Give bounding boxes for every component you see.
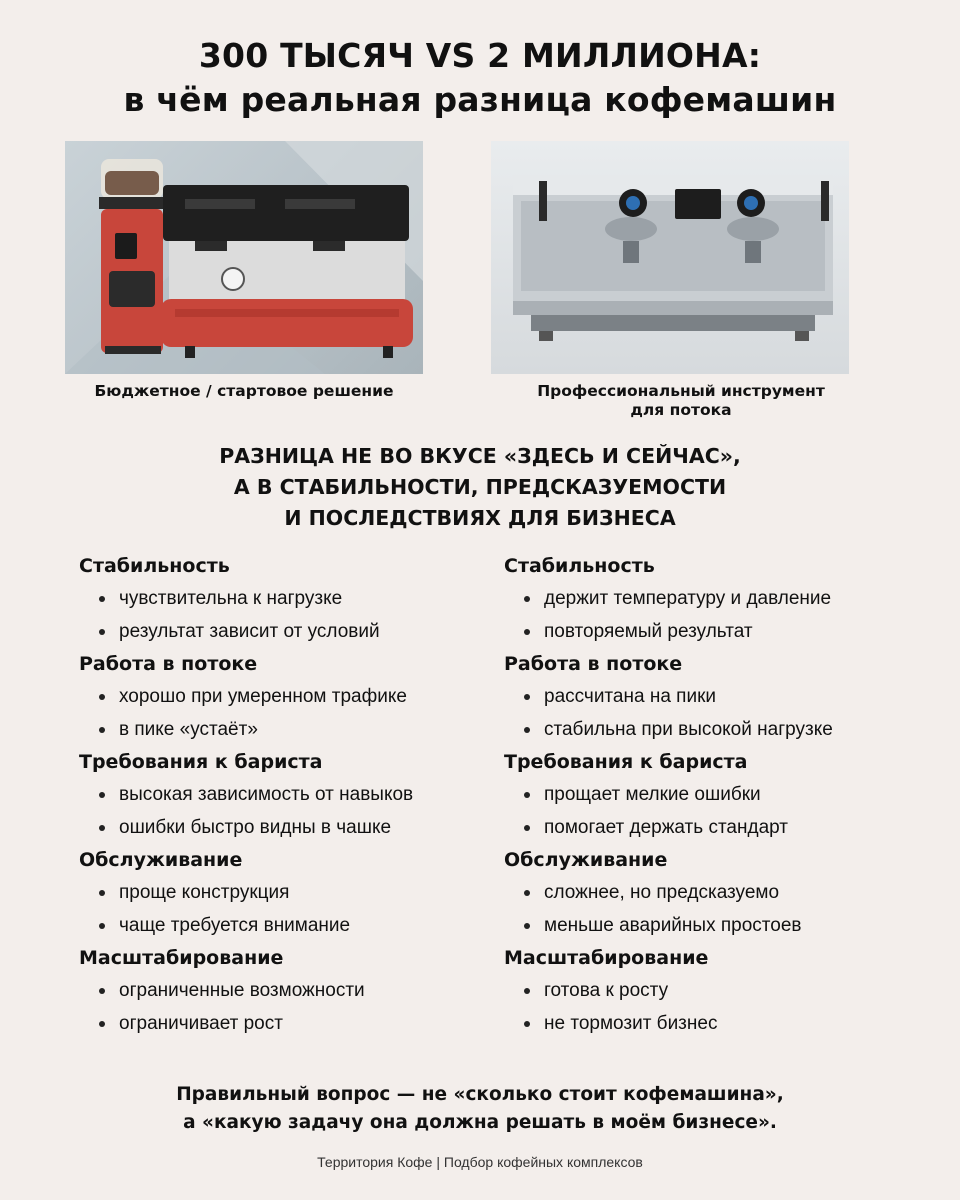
bullet-dot bbox=[524, 792, 530, 798]
conclusion-line-2: а «какую задачу она должна решать в моём бизнесе». bbox=[183, 1112, 777, 1133]
section-title: Требования к бариста bbox=[79, 751, 323, 773]
professional-caption-line-2: для потока bbox=[630, 401, 732, 419]
bullet-dot bbox=[524, 727, 530, 733]
bullet-dot bbox=[524, 596, 530, 602]
list-item: сложнее, но предсказуемо bbox=[504, 877, 924, 910]
section-title: Масштабирование bbox=[504, 947, 709, 969]
professional-caption-line-1: Профессиональный инструмент bbox=[537, 382, 825, 400]
section-title: Работа в потоке bbox=[79, 653, 258, 675]
list-item: в пике «устаёт» bbox=[79, 714, 479, 747]
section-title: Масштабирование bbox=[79, 947, 284, 969]
key-message-line-2: А В СТАБИЛЬНОСТИ, ПРЕДСКАЗУЕМОСТИ bbox=[233, 475, 727, 499]
list-item: повторяемый результат bbox=[504, 616, 924, 649]
professional-espresso-machine-illustration bbox=[491, 141, 849, 374]
bullet-dot bbox=[99, 825, 105, 831]
bullet-dot bbox=[99, 890, 105, 896]
bullet-dot bbox=[99, 596, 105, 602]
bullet-dot bbox=[524, 629, 530, 635]
title-line-1: 300 ТЫСЯЧ VS 2 МИЛЛИОНА: bbox=[198, 36, 762, 75]
list-item: помогает держать стандарт bbox=[504, 812, 924, 845]
key-message bbox=[0, 441, 960, 534]
list-item: рассчитана на пики bbox=[504, 681, 924, 714]
professional-caption bbox=[466, 382, 896, 420]
bullet-dot bbox=[524, 1021, 530, 1027]
bullet-dot bbox=[99, 923, 105, 929]
bullet-dot bbox=[99, 694, 105, 700]
list-item: проще конструкция bbox=[79, 877, 479, 910]
list-item: высокая зависимость от навыков bbox=[79, 779, 479, 812]
bullet-dot bbox=[99, 629, 105, 635]
bullet-dot bbox=[99, 988, 105, 994]
budget-espresso-machine-illustration bbox=[65, 141, 423, 374]
conclusion bbox=[0, 1081, 960, 1137]
list-item: прощает мелкие ошибки bbox=[504, 779, 924, 812]
list-item: ограничивает рост bbox=[79, 1008, 479, 1041]
budget-machine-photo bbox=[65, 141, 423, 374]
list-item: чувствительна к нагрузке bbox=[79, 583, 479, 616]
list-item: чаще требуется внимание bbox=[79, 910, 479, 943]
footer-credit: Территория Кофе | Подбор кофейных комплексов bbox=[317, 1154, 643, 1170]
list-item: ограниченные возможности bbox=[79, 975, 479, 1008]
list-item: меньше аварийных простоев bbox=[504, 910, 924, 943]
professional-machine-photo bbox=[491, 141, 849, 374]
professional-comparison-column bbox=[504, 550, 924, 1040]
section-title: Стабильность bbox=[79, 555, 230, 577]
section-title: Обслуживание bbox=[79, 849, 243, 871]
bullet-dot bbox=[524, 694, 530, 700]
list-item: результат зависит от условий bbox=[79, 616, 479, 649]
section-title: Обслуживание bbox=[504, 849, 668, 871]
bullet-dot bbox=[524, 988, 530, 994]
bullet-dot bbox=[524, 923, 530, 929]
title-line-2: в чём реальная разница кофемашин bbox=[123, 80, 837, 119]
bullet-dot bbox=[524, 890, 530, 896]
bullet-dot bbox=[99, 1021, 105, 1027]
list-item: стабильна при высокой нагрузке bbox=[504, 714, 924, 747]
section-title: Работа в потоке bbox=[504, 653, 683, 675]
bullet-dot bbox=[99, 792, 105, 798]
bullet-dot bbox=[524, 825, 530, 831]
list-item: держит температуру и давление bbox=[504, 583, 924, 616]
key-message-line-1: РАЗНИЦА НЕ ВО ВКУСЕ «ЗДЕСЬ И СЕЙЧАС», bbox=[219, 444, 741, 468]
bullet-dot bbox=[99, 727, 105, 733]
page-title bbox=[0, 34, 960, 122]
section-title: Требования к бариста bbox=[504, 751, 748, 773]
key-message-line-3: И ПОСЛЕДСТВИЯХ ДЛЯ БИЗНЕСА bbox=[284, 506, 676, 530]
budget-comparison-column bbox=[79, 550, 479, 1040]
budget-caption: Бюджетное / стартовое решение bbox=[94, 382, 394, 400]
conclusion-line-1: Правильный вопрос — не «сколько стоит кофемашина», bbox=[176, 1084, 784, 1105]
list-item: хорошо при умеренном трафике bbox=[79, 681, 479, 714]
list-item: готова к росту bbox=[504, 975, 924, 1008]
section-title: Стабильность bbox=[504, 555, 655, 577]
list-item: не тормозит бизнес bbox=[504, 1008, 924, 1041]
list-item: ошибки быстро видны в чашке bbox=[79, 812, 479, 845]
